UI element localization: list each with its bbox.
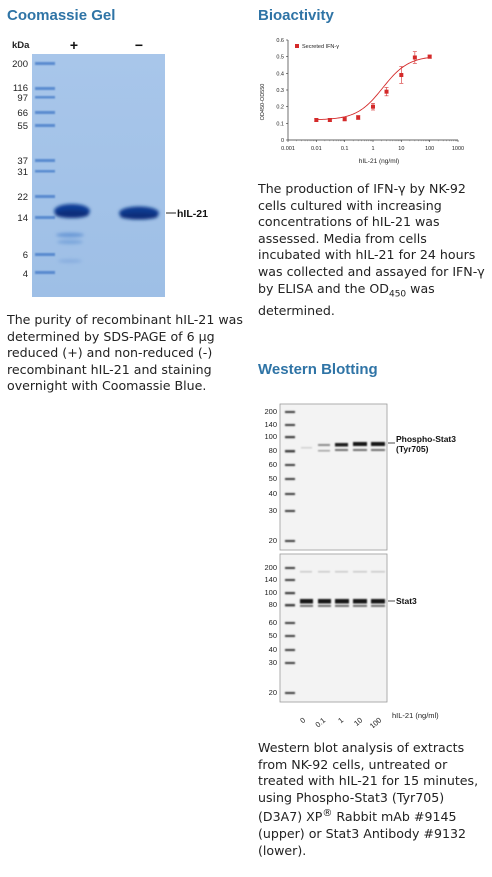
marker-6: 6 (22, 250, 28, 261)
upper-marker-140: 140 (264, 420, 277, 429)
chart-x-tick-label: 0.001 (281, 146, 295, 152)
chart-x-tick-label: 1000 (451, 146, 465, 152)
stat3-label: Stat3 (396, 596, 417, 606)
upper-marker-80: 80 (268, 446, 277, 455)
lane-label-0-1: 0.1 (313, 715, 328, 728)
legend-marker (295, 44, 299, 48)
upper-marker-20: 20 (268, 536, 277, 545)
chart-data-point (356, 116, 360, 120)
bioactivity-caption-text: The production of IFN-γ by NK-92 cells cultured with increasing concentrations of hIL-21 was assessed. Media from cells incubated with hIL-21 for 24 hours was collected and assayed for IFN-γ by ELISA and the OD (258, 181, 485, 296)
lane-label-1: 1 (336, 715, 346, 726)
lower-blot-panel (280, 554, 387, 702)
chart-y-tick-label: 0.6 (276, 38, 284, 44)
chart-data-point (314, 118, 318, 122)
upper-marker-30: 30 (268, 506, 277, 515)
western-caption-sup: ® (322, 808, 333, 820)
lower-marker-20: 20 (268, 688, 277, 697)
chart-data-point (371, 105, 375, 109)
chart-x-tick-label: 0.1 (340, 146, 349, 152)
tyr705-label: (Tyr705) (396, 444, 429, 454)
chart-data-point (343, 117, 347, 121)
upper-blot-panel (280, 404, 387, 550)
western-blot-image (258, 403, 488, 728)
coomassie-figure (8, 36, 223, 303)
hil21-band-label: hIL-21 (177, 208, 208, 220)
coomassie-caption: The purity of recombinant hIL-21 was determined by SDS-PAGE of 6 µg reduced (+) and non-reduced (-) recombinant hIL-21 and staining overnight with Coomassie Blue. (7, 312, 243, 394)
gel-background (32, 54, 165, 297)
lower-marker-140: 140 (264, 575, 277, 584)
upper-marker-40: 40 (268, 489, 277, 498)
lower-marker-50: 50 (268, 631, 277, 640)
marker-97: 97 (17, 93, 28, 104)
western-axis-label: hIL-21 (ng/ml) (392, 711, 439, 720)
chart-data-point (328, 118, 332, 122)
lower-marker-200: 200 (264, 563, 277, 572)
marker-66: 66 (17, 108, 28, 119)
bioactivity-caption-sub: 450 (388, 289, 407, 300)
chart-fit-curve (316, 58, 429, 120)
upper-marker-200: 200 (264, 407, 277, 416)
legend-label: Secreted IFN-γ (302, 44, 339, 50)
chart-y-tick-label: 0.3 (276, 88, 284, 94)
chart-x-tick-label: 0.01 (310, 146, 322, 152)
upper-marker-60: 60 (268, 460, 277, 469)
chart-y-tick-label: 0.4 (276, 71, 284, 78)
western-caption-end: Rabbit mAb #9145 (upper) or Stat3 Antibody #9132 (lower). (258, 809, 466, 858)
lower-marker-60: 60 (268, 618, 277, 627)
chart-xlabel: hIL-21 (ng/ml) (358, 158, 400, 165)
marker-31: 31 (17, 167, 28, 178)
phospho-stat3-label: Phospho-Stat3 (396, 434, 456, 444)
bioactivity-title: Bioactivity (258, 7, 334, 24)
marker-14: 14 (17, 213, 28, 224)
bioactivity-chart-svg (258, 32, 472, 166)
lane-label-plus: + (69, 37, 79, 53)
western-figure (258, 403, 488, 733)
chart-x-tick-label: 100 (425, 146, 435, 152)
lane-label-100: 100 (367, 715, 384, 728)
chart-ylabel: OD450-OD550 (260, 83, 266, 121)
bioactivity-chart (258, 32, 472, 171)
coomassie-title: Coomassie Gel (7, 7, 116, 24)
bioactivity-caption (258, 181, 490, 319)
chart-y-tick-label: 0.2 (276, 104, 284, 111)
lane-label-10: 10 (352, 715, 365, 728)
bioactivity-caption-end: was determined. (258, 280, 435, 318)
western-caption (258, 740, 490, 859)
lower-marker-40: 40 (268, 645, 277, 654)
chart-x-tick-label: 1 (371, 146, 375, 152)
chart-data-point (399, 73, 403, 77)
chart-data-point (385, 90, 389, 94)
upper-marker-50: 50 (268, 474, 277, 483)
marker-200: 200 (12, 59, 28, 70)
chart-data-point (428, 55, 432, 59)
chart-x-tick-label: 10 (398, 146, 405, 152)
marker-116: 116 (12, 83, 28, 94)
chart-y-tick-label: 0 (280, 138, 284, 144)
upper-marker-100: 100 (264, 432, 277, 441)
western-caption-text: Western blot analysis of extracts from NK-92 cells, untreated or treated with hIL-21 for 15 minutes, using Phospho-Stat3 (Tyr705) (D3A7) XP (258, 740, 479, 825)
marker-37: 37 (17, 156, 28, 167)
chart-y-tick-label: 0.5 (276, 54, 284, 61)
lower-marker-30: 30 (268, 658, 277, 667)
lane-label-minus: − (134, 37, 144, 53)
marker-22: 22 (17, 192, 28, 203)
kda-label: kDa (12, 40, 30, 51)
lower-marker-100: 100 (264, 588, 277, 597)
western-title: Western Blotting (258, 361, 378, 378)
lane-label-0: 0 (298, 715, 308, 726)
chart-data-point (413, 56, 417, 60)
marker-4: 4 (22, 269, 28, 280)
coomassie-gel-image (8, 36, 223, 298)
marker-55: 55 (17, 121, 28, 132)
chart-y-tick-label: 0.1 (276, 121, 284, 128)
lower-marker-80: 80 (268, 600, 277, 609)
